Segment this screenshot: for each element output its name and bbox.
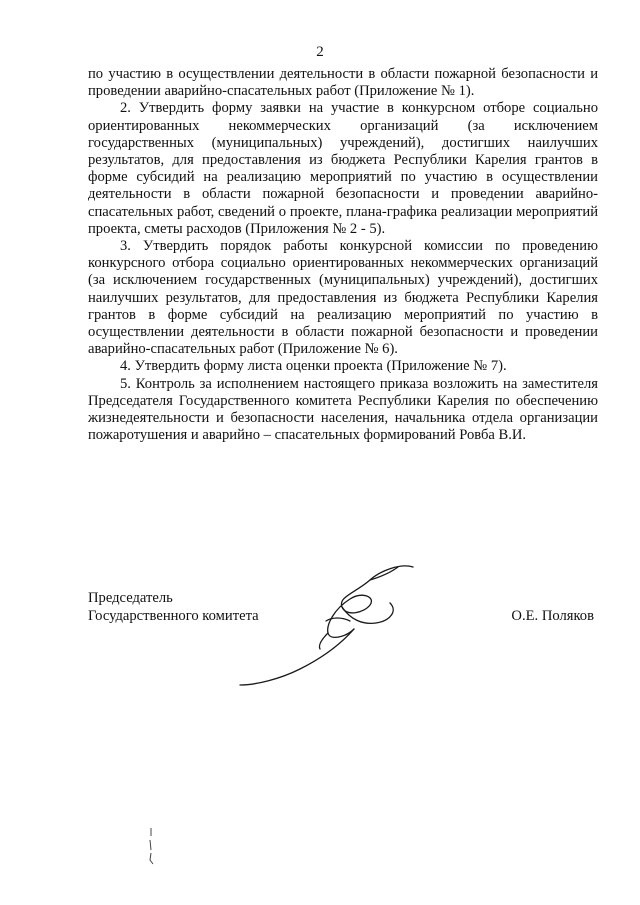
paragraph-item-2: 2. Утвердить форму заявки на участие в конкурсном отборе социально ориентированных некоммерческих организаций (за исключением государственных (муниципальных) учреждений), достигших наилучших результатов, для предоставления из бюджета Республики Карелия грантов в форме субсидий на реализацию мероприятий по участию в осуществлении деятельности в области пожарной безопасности и проведении аварийно-спасательных работ, сведений о проекте, плана-графика реализации мероприятий проекта, сметы расходов (Приложения № 2 - 5).	[88, 100, 598, 237]
page-number: 2	[316, 44, 324, 60]
signatory-title-line-1: Председатель	[88, 590, 173, 606]
signatory-name: О.Е. Поляков	[511, 608, 594, 624]
paragraph-item-3: 3. Утвердить порядок работы конкурсной комиссии по проведению конкурсного отбора социально ориентированных некоммерческих организаций (за исключением государственных (муниципальных) учреждений), достигших наилучших результатов, для предоставления из бюджета Республики Карелия грантов в форме субсидий на реализацию мероприятий по участию в осуществлении деятельности в области пожарной безопасности и проведении аварийно-спасательных работ (Приложение № 6).	[88, 238, 598, 358]
document-body	[88, 66, 598, 444]
paragraph-continuation: по участию в осуществлении деятельности в области пожарной безопасности и проведении аварийно-спасательных работ (Приложение № 1).	[88, 66, 598, 100]
signatory-title-line-2: Государственного комитета	[88, 608, 259, 624]
paragraph-item-4: 4. Утвердить форму листа оценки проекта (Приложение № 7).	[120, 358, 507, 375]
paragraph-item-5: 5. Контроль за исполнением настоящего приказа возложить на заместителя Председателя Государственного комитета Республики Карелия по обеспечению жизнедеятельности и безопасности населения, начальника отдела организации пожаротушения и аварийно – спасательных формирований Ровба В.И.	[88, 375, 598, 444]
scan-artifact	[145, 826, 157, 866]
handwritten-signature	[230, 555, 460, 695]
